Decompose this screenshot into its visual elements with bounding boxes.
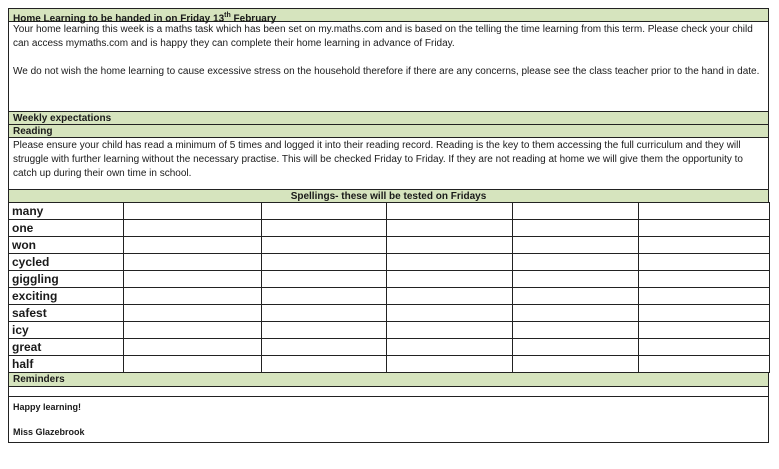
spelling-word: exciting: [9, 288, 124, 305]
spellings-header: [8, 189, 769, 202]
spelling-practice-cell: [262, 288, 387, 305]
spelling-word: giggling: [9, 271, 124, 288]
homework-title-suffix: February: [230, 13, 277, 25]
spelling-practice-cell: [639, 288, 770, 305]
spelling-practice-cell: [262, 339, 387, 356]
spelling-word: won: [9, 237, 124, 254]
spelling-word: safest: [9, 305, 124, 322]
spelling-practice-cell: [639, 237, 770, 254]
spellings-title: Spellings- these will be tested on Fridays: [290, 191, 487, 202]
spelling-word: half: [9, 356, 124, 373]
spelling-practice-cell: [124, 237, 262, 254]
signoff-line-2: Miss Glazebrook: [13, 427, 85, 437]
homework-title-sup: th: [224, 12, 231, 19]
spelling-practice-cell: [387, 305, 513, 322]
spelling-word: cycled: [9, 254, 124, 271]
spelling-practice-cell: [124, 356, 262, 373]
reading-header: [8, 124, 769, 137]
spelling-word: many: [9, 203, 124, 220]
spelling-practice-cell: [639, 254, 770, 271]
reminders-title: Reminders: [13, 374, 65, 385]
spelling-word: icy: [9, 322, 124, 339]
spelling-practice-cell: [387, 271, 513, 288]
spelling-practice-cell: [513, 220, 639, 237]
spelling-practice-cell: [387, 322, 513, 339]
spelling-practice-cell: [513, 356, 639, 373]
spelling-row: [9, 220, 770, 237]
spelling-practice-cell: [387, 203, 513, 220]
spelling-practice-cell: [387, 254, 513, 271]
spelling-row: [9, 203, 770, 220]
spelling-practice-cell: [513, 237, 639, 254]
reminders-body: [8, 386, 769, 396]
homework-header: [8, 8, 769, 25]
reading-body: [8, 137, 769, 189]
spelling-practice-cell: [262, 203, 387, 220]
spelling-row: [9, 356, 770, 373]
spelling-practice-cell: [513, 339, 639, 356]
spelling-practice-cell: [387, 220, 513, 237]
spelling-practice-cell: [639, 271, 770, 288]
spelling-practice-cell: [513, 203, 639, 220]
home-learning-sheet: [8, 8, 769, 443]
spelling-row: [9, 237, 770, 254]
spelling-practice-cell: [262, 254, 387, 271]
reading-title: Reading: [13, 126, 53, 137]
spelling-practice-cell: [639, 339, 770, 356]
spelling-practice-cell: [262, 237, 387, 254]
spelling-practice-cell: [124, 322, 262, 339]
spelling-practice-cell: [262, 220, 387, 237]
signoff-box: [8, 396, 769, 443]
spelling-practice-cell: [387, 237, 513, 254]
homework-title: Home Learning to be handed in on Friday 13: [13, 13, 225, 25]
spelling-practice-cell: [124, 203, 262, 220]
spelling-practice-cell: [387, 339, 513, 356]
spelling-practice-cell: [124, 220, 262, 237]
spelling-practice-cell: [262, 356, 387, 373]
homework-body: [8, 21, 769, 111]
spellings-table: [8, 202, 770, 373]
homework-paragraph-1: Your home learning this week is a maths task which has been set on my.maths.com and is based on the telling the time learning from this term. Please check your child can access mymaths.com and is happy they can complete their home learning in advance of Friday.: [13, 24, 753, 49]
spelling-practice-cell: [124, 254, 262, 271]
spelling-practice-cell: [513, 271, 639, 288]
spelling-practice-cell: [387, 356, 513, 373]
spelling-practice-cell: [124, 339, 262, 356]
weekly-expectations-header: [8, 111, 769, 124]
spelling-practice-cell: [639, 356, 770, 373]
spelling-row: [9, 339, 770, 356]
spelling-row: [9, 288, 770, 305]
weekly-expectations-title: Weekly expectations: [13, 113, 112, 124]
signoff-line-1: Happy learning!: [13, 402, 82, 412]
spelling-practice-cell: [262, 322, 387, 339]
spelling-word: one: [9, 220, 124, 237]
spelling-practice-cell: [639, 305, 770, 322]
spelling-practice-cell: [124, 305, 262, 322]
spelling-practice-cell: [513, 305, 639, 322]
spelling-practice-cell: [262, 305, 387, 322]
spelling-row: [9, 271, 770, 288]
spelling-word: great: [9, 339, 124, 356]
spelling-row: [9, 305, 770, 322]
spelling-practice-cell: [513, 322, 639, 339]
spelling-row: [9, 254, 770, 271]
homework-paragraph-2: We do not wish the home learning to cause excessive stress on the household therefore if there are any concerns, please see the class teacher prior to the hand in date.: [13, 66, 760, 77]
spelling-practice-cell: [124, 271, 262, 288]
spelling-row: [9, 322, 770, 339]
spelling-practice-cell: [639, 322, 770, 339]
spelling-practice-cell: [387, 288, 513, 305]
reminders-header: [8, 373, 769, 386]
spelling-practice-cell: [513, 288, 639, 305]
spelling-practice-cell: [262, 271, 387, 288]
spelling-practice-cell: [639, 203, 770, 220]
spelling-practice-cell: [124, 288, 262, 305]
spelling-practice-cell: [513, 254, 639, 271]
spelling-practice-cell: [639, 220, 770, 237]
reading-text: Please ensure your child has read a minimum of 5 times and logged it into their reading record. Reading is the key to them accessing the full curriculum and they will struggle with further learning without the necessary practise. This will be checked Friday to Friday. If they are not reading at home we will give them the opportunity to catch up during their own time in school.: [13, 140, 743, 179]
